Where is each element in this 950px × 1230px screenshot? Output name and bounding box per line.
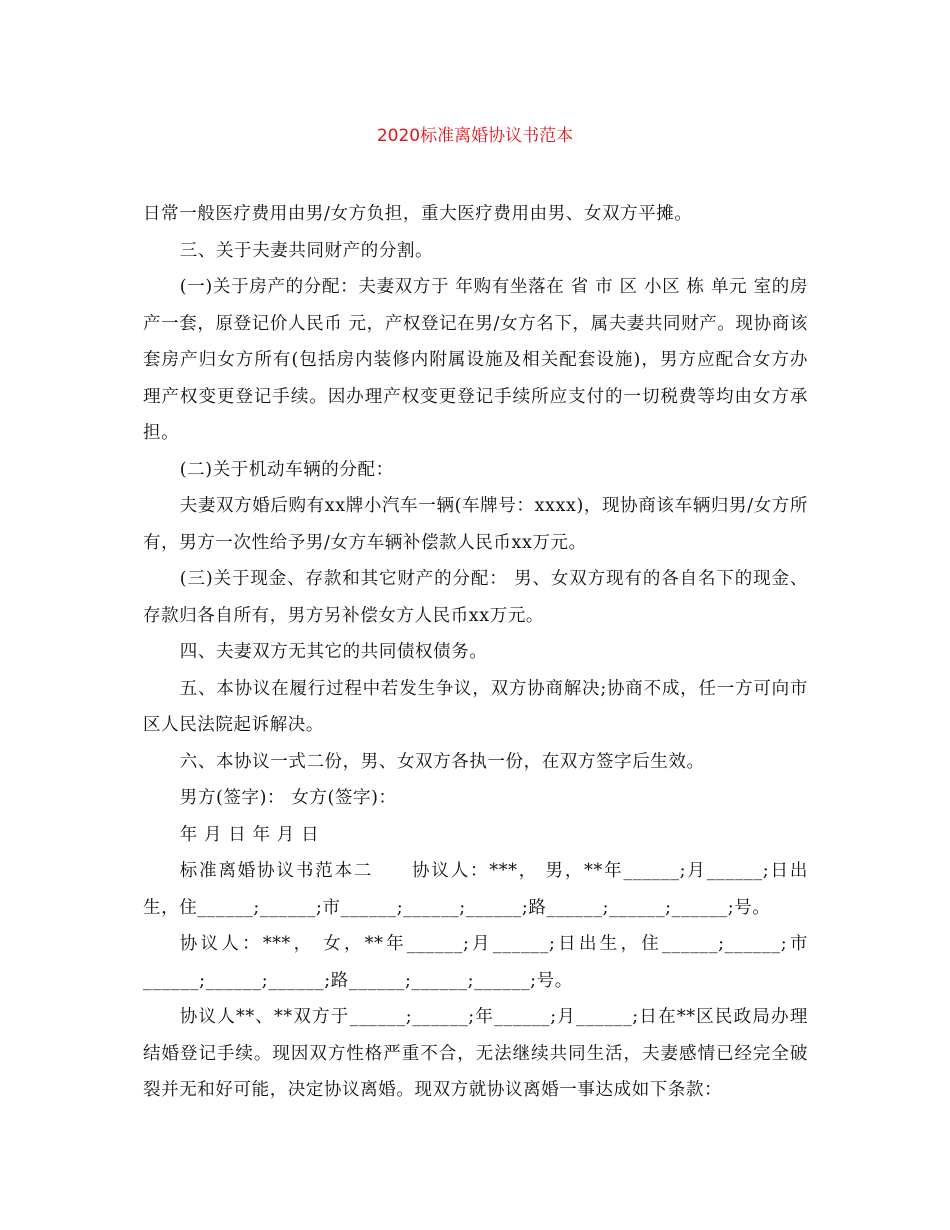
section-heading-vehicles: (二)关于机动车辆的分配： [179, 459, 394, 480]
date-line: 年 月 日 年 月 日 [179, 824, 320, 845]
paragraph-party-female: 协议人：***， 女，**年______;月______;日出生，住______;______;市______;______;______;路______;______;______;号。 [143, 934, 808, 991]
paragraph-medical-costs: 日常一般医疗费用由男/女方负担，重大医疗费用由男、女双方平摊。 [143, 204, 693, 224]
document-body [143, 196, 808, 1109]
document-title: 2020标准离婚协议书范本 [376, 126, 574, 146]
paragraph-copies: 六、本协议一式二份，男、女双方各执一份，在双方签字后生效。 [179, 751, 705, 772]
signature-line: 男方(签字)： 女方(签字)： [179, 788, 397, 808]
paragraph-no-debts: 四、夫妻双方无其它的共同债权债务。 [179, 642, 488, 662]
section-heading-property-division: 三、关于夫妻共同财产的分割。 [179, 240, 434, 261]
paragraph-marriage-registration: 协议人**、**双方于______;______;年______;月______;日在**区民政局办理结婚登记手续。现因双方性格严重不合，无法继续共同生活，夫妻感情已经完全破裂并无和好可能，决定协议离婚。现双方就协议离婚一事达成如下条款： [143, 1007, 808, 1100]
paragraph-vehicle-allocation: 夫妻双方婚后购有xx牌小汽车一辆(车牌号：xxxx)，现协商该车辆归男/女方所有，男方一次性给予男/女方车辆补偿款人民币xx万元。 [143, 496, 808, 553]
paragraph-house-allocation: (一)关于房产的分配：夫妻双方于 年购有坐落在 省 市 区 小区 栋 单元 室的房产一套，原登记价人民币 元，产权登记在男/女方名下，属夫妻共同财产。现协商该套房产归女方所有(包括房内装修内附属设施及相关配套设施)，男方应配合女方办理产权变更登记手续。因办理产权变更登记手续所应支付的一切税费等均由女方承担。 [143, 277, 808, 443]
paragraph-cash-deposits: (三)关于现金、存款和其它财产的分配： 男、女双方现有的各自名下的现金、存款归各自所有，男方另补偿女方人民币xx万元。 [143, 569, 808, 626]
paragraph-template-two-party-male: 标准离婚协议书范本二 协议人：***， 男，**年______;月______;日出生，住______;______;市______;______;______;路______;______;______;号。 [143, 861, 808, 918]
paragraph-dispute-resolution: 五、本协议在履行过程中若发生争议，双方协商解决;协商不成，任一方可向市 区人民法院起诉解决。 [143, 678, 808, 735]
